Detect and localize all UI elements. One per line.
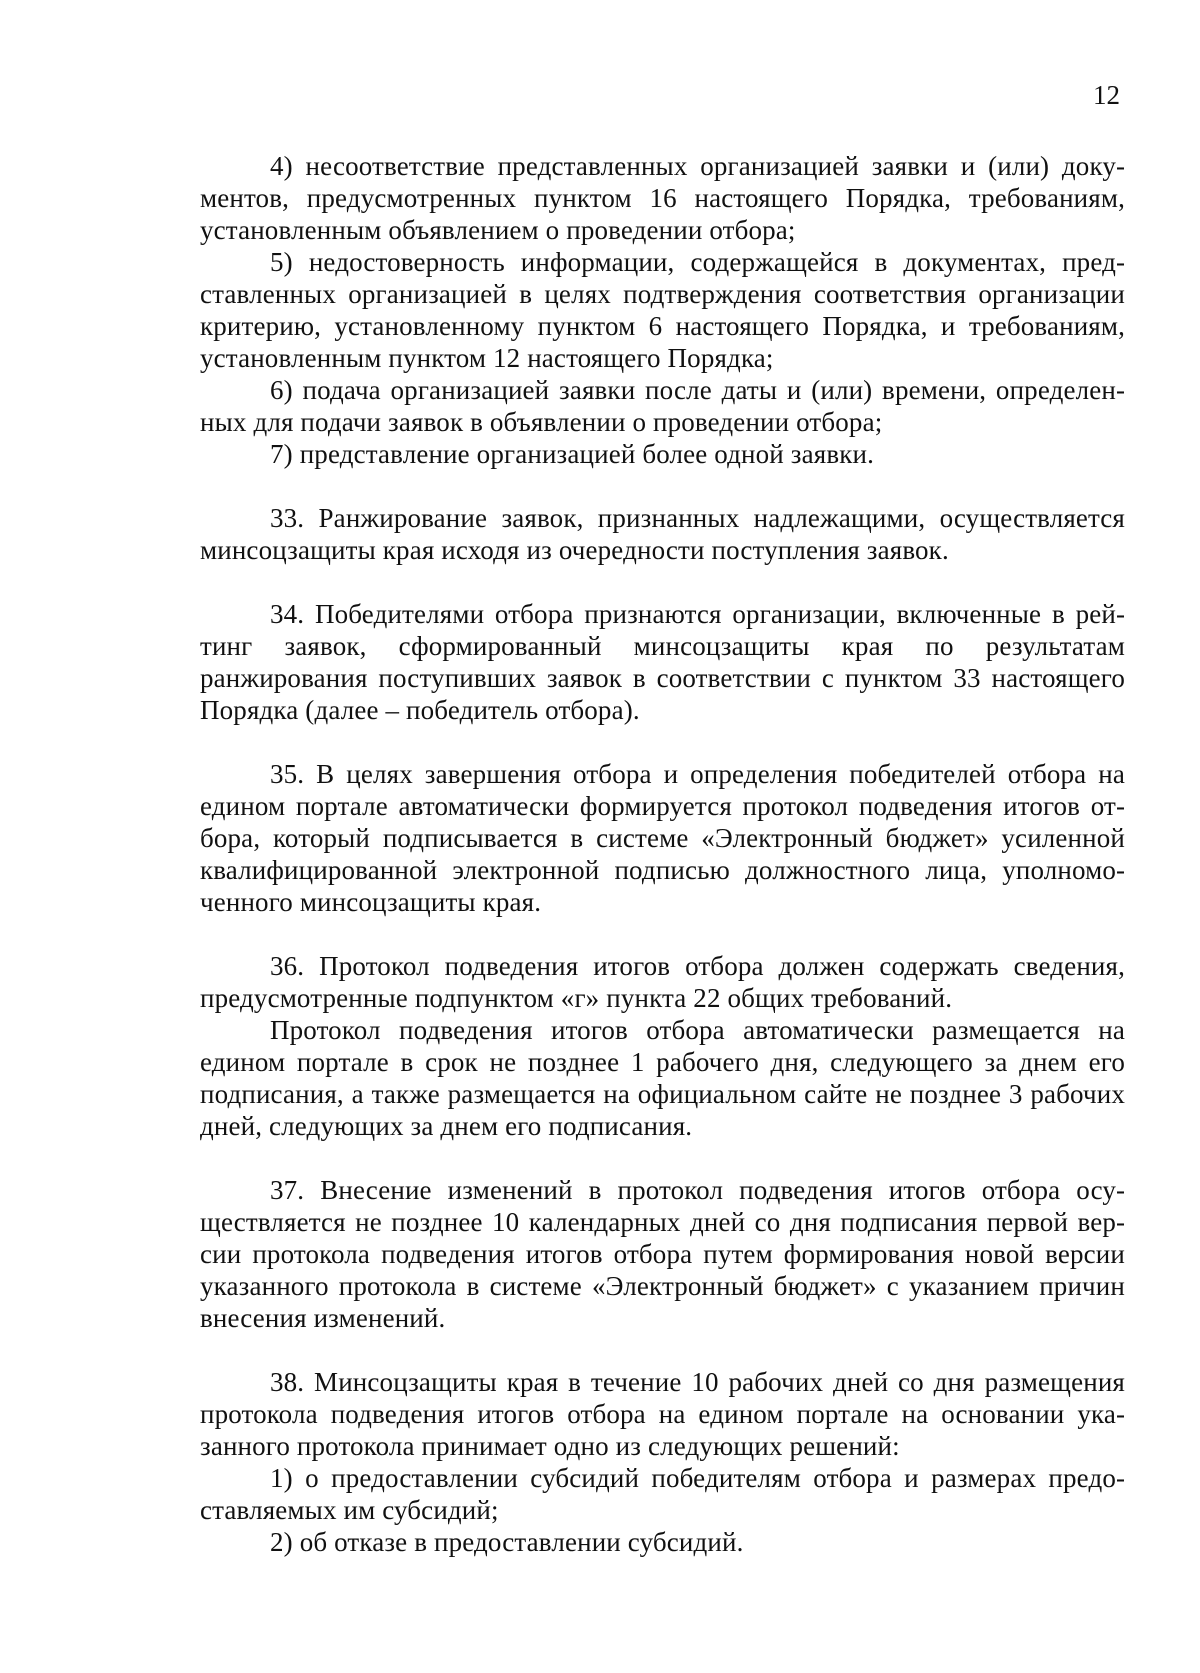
paragraph-item-5: 5) недостоверность информации, содержащейся в документах, представленных организацией в целях подтверждения соответствия организации критерию, установленному пунктом 6 настоящего Порядка, и требованиям, установленным пунктом 12 настоящего Порядка; — [200, 247, 1125, 373]
paragraph-38-item-1: 1) о предоставлении субсидий победителям отбора и размерах предоставляемых им субсидий; — [200, 1463, 1125, 1525]
paragraph-item-6: 6) подача организацией заявки после даты и (или) времени, определенных для подачи заявок в объявлении о проведении отбора; — [200, 375, 1125, 437]
paragraph-33: 33. Ранжирование заявок, признанных надлежащими, осуществляется минсоцзащиты края исходя из очередности поступления заявок. — [200, 503, 1125, 565]
paragraph-34: 34. Победителями отбора признаются организации, включенные в рейтинг заявок, сформированный минсоцзащиты края по результатам ранжирования поступивших заявок в соответствии с пунктом 33 настоящего Порядка (далее – победитель отбора). — [200, 599, 1125, 725]
paragraph-36: 36. Протокол подведения итогов отбора должен содержать сведения, предусмотренные подпунктом «г» пункта 22 общих требований. — [200, 951, 1125, 1013]
paragraph-item-7: 7) представление организацией более одной заявки. — [270, 439, 874, 469]
paragraph-36-continued: Протокол подведения итогов отбора автоматически размещается на едином портале в срок не позднее 1 рабочего дня, следующего за днем его подписания, а также размещается на официальном сайте не позднее 3 рабочих дней, следующих за днем его подписания. — [200, 1015, 1125, 1141]
paragraph-37: 37. Внесение изменений в протокол подведения итогов отбора осуществляется не позднее 10 календарных дней со дня подписания первой версии протокола подведения итогов отбора путем формирования новой версии указанного протокола в системе «Электронный бюджет» с указанием причин внесения изменений. — [200, 1175, 1125, 1333]
paragraph-item-4: 4) несоответствие представленных организацией заявки и (или) документов, предусмотренных пунктом 16 настоящего Порядка, требованиям, установленным объявлением о проведении отбора; — [200, 151, 1125, 245]
page-number: 12 — [1093, 80, 1120, 110]
paragraph-38: 38. Минсоцзащиты края в течение 10 рабочих дней со дня размещения протокола подведения итогов отбора на едином портале на основании указанного протокола принимает одно из следующих решений: — [200, 1367, 1125, 1461]
paragraph-35: 35. В целях завершения отбора и определения победителей отбора на едином портале автоматически формируется протокол подведения итогов отбора, который подписывается в системе «Электронный бюджет» усиленной квалифицированной электронной подписью должностного лица, уполномоченного минсоцзащиты края. — [200, 759, 1125, 917]
document-body — [200, 150, 1125, 1558]
paragraph-38-item-2: 2) об отказе в предоставлении субсидий. — [270, 1527, 744, 1557]
